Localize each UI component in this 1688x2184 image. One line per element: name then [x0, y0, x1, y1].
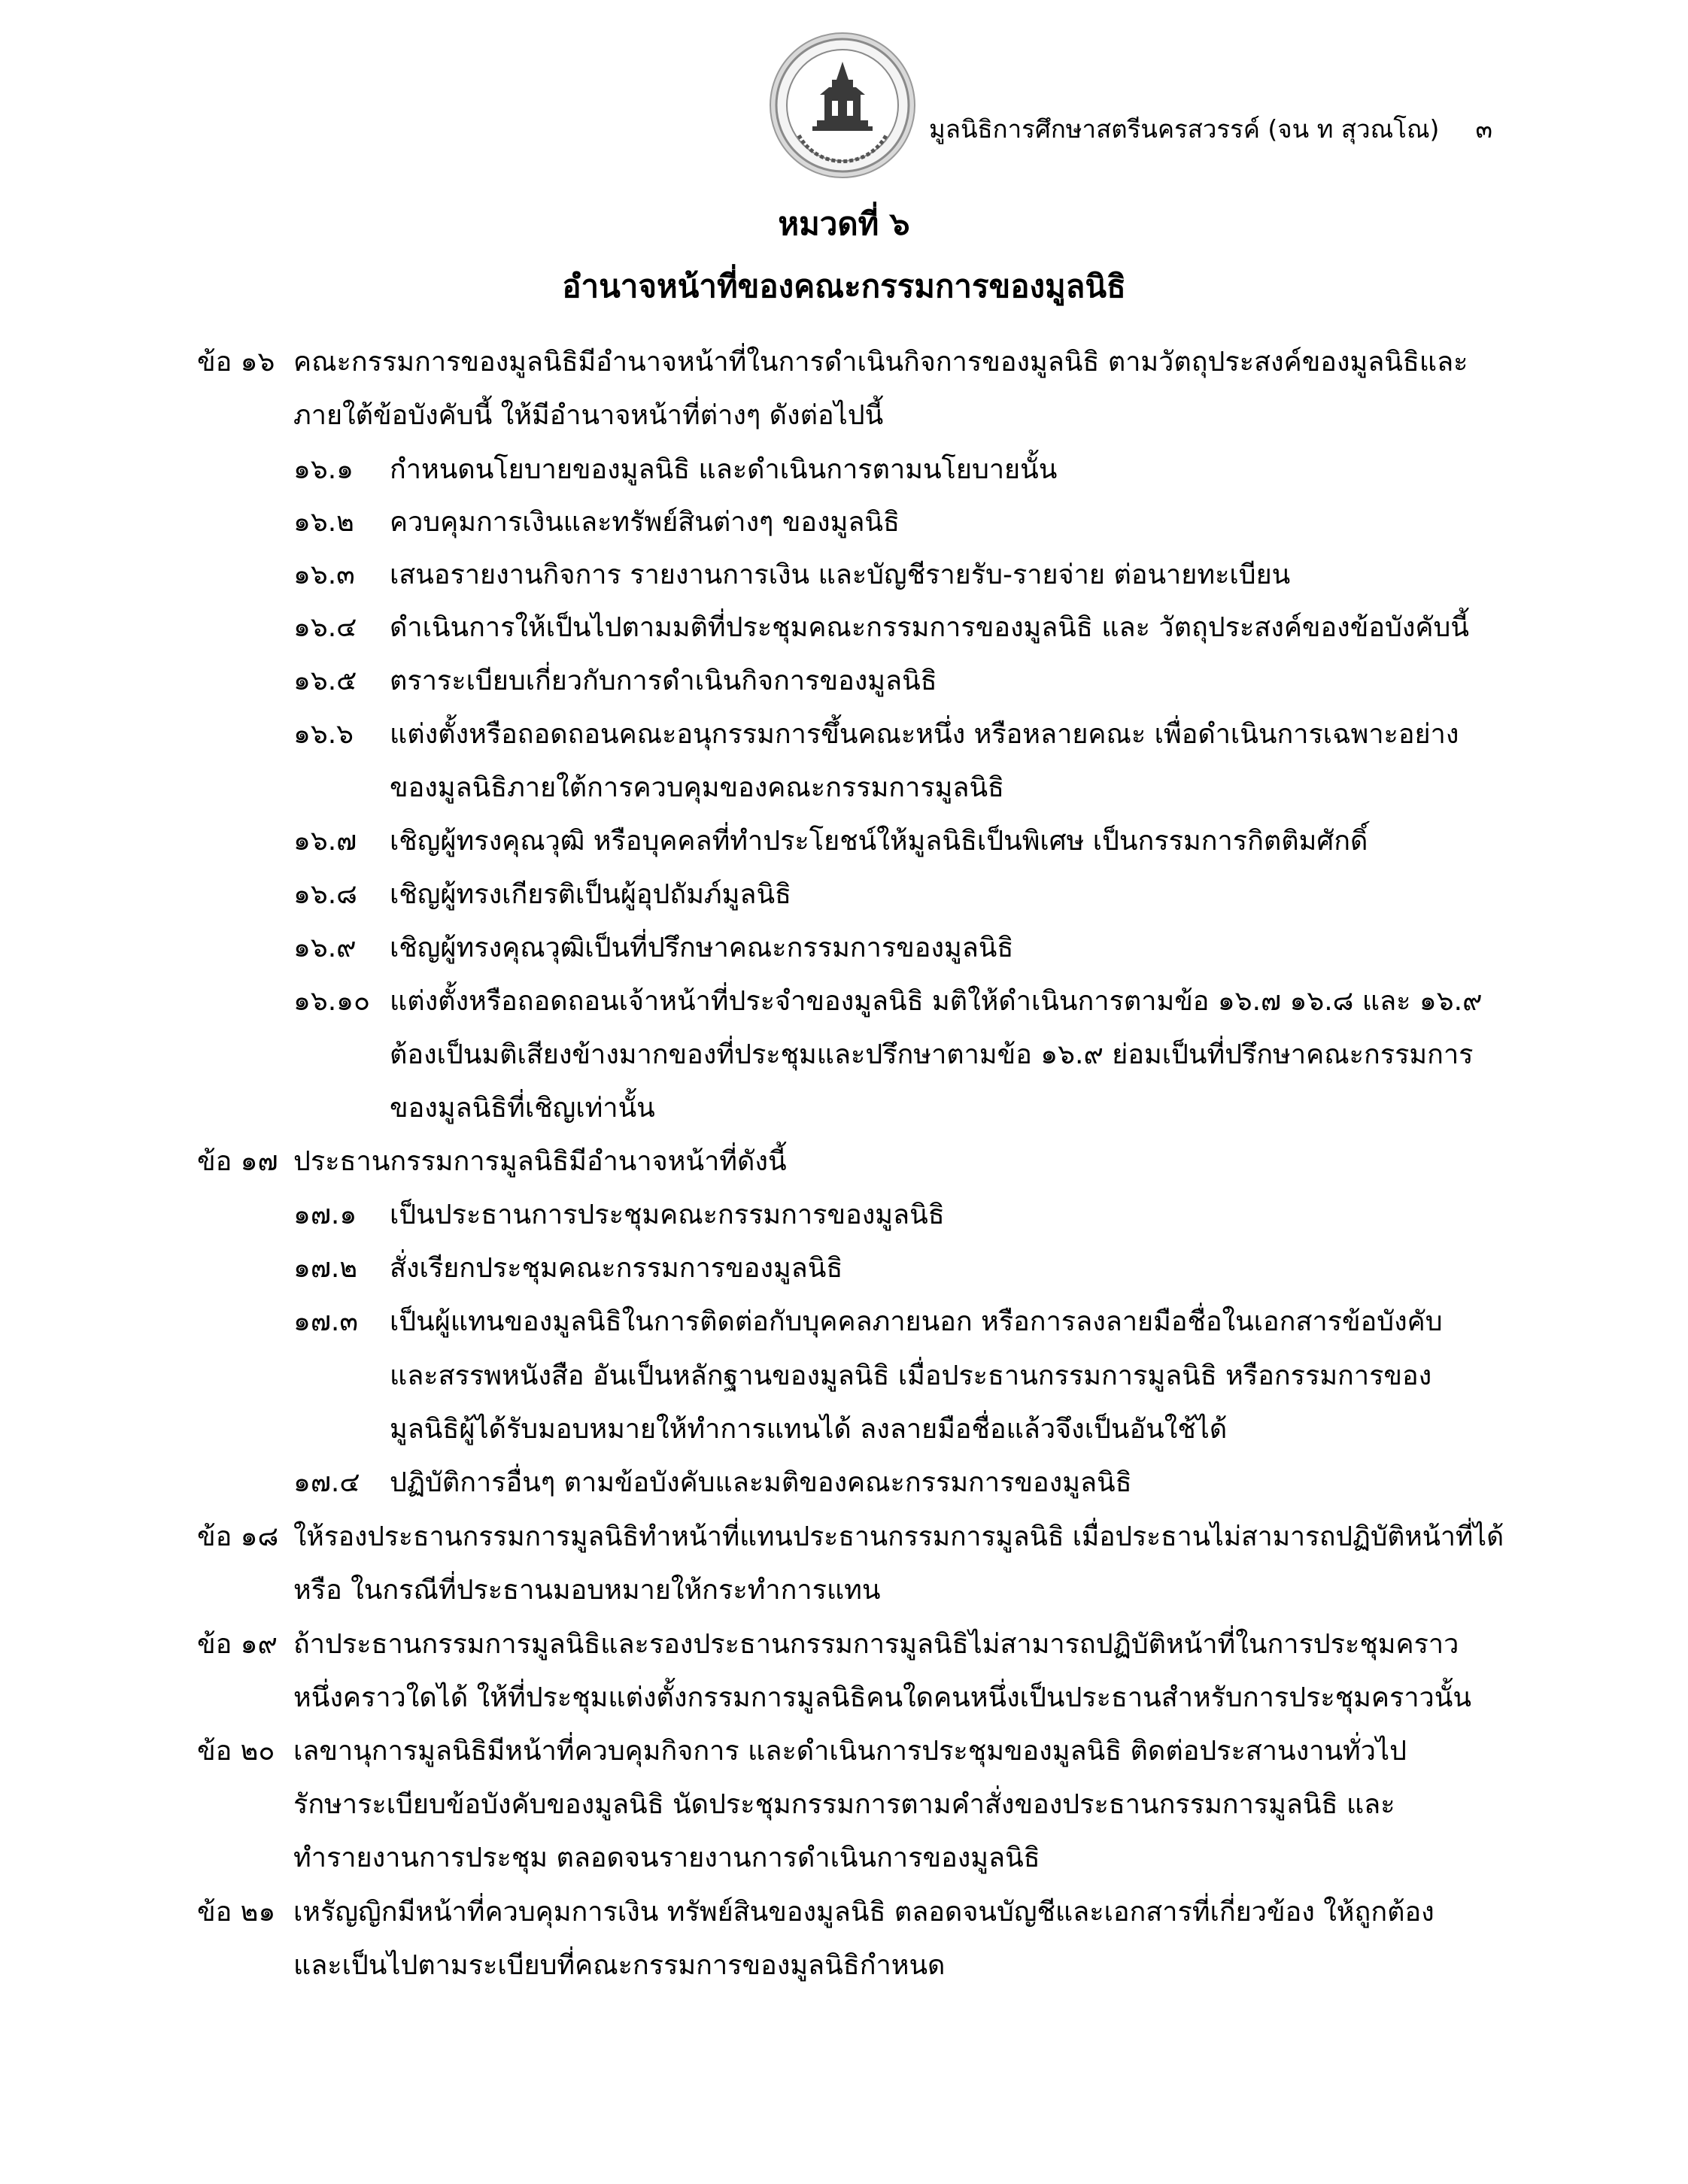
clause-number: ข้อ ๒๑	[197, 1897, 276, 1928]
line-text: เป็นผู้แทนของมูลนิธิในการติดต่อกับบุคคลภายนอก หรือการลงลายมือชื่อในเอกสารข้อบังคับ	[390, 1306, 1443, 1337]
line-text: ของมูลนิธิที่เชิญเท่านั้น	[390, 1093, 655, 1124]
line-text: หรือ ในกรณีที่ประธานมอบหมายให้กระทำการแทน	[293, 1575, 881, 1606]
line-text: และสรรพหนังสือ อันเป็นหลักฐานของมูลนิธิ เมื่อประธานกรรมการมูลนิธิ หรือกรรมการของ	[390, 1360, 1432, 1391]
line-text: ให้รองประธานกรรมการมูลนิธิทำหน้าที่แทนประธานกรรมการมูลนิธิ เมื่อประธานไม่สามารถปฏิบัติหน้าที่ได้	[293, 1521, 1504, 1552]
line-text: ดำเนินการให้เป็นไปตามมติที่ประชุมคณะกรรมการของมูลนิธิ และ วัตถุประสงค์ของข้อบังคับนี้	[390, 612, 1469, 643]
chapter-number: หมวดที่ ๖	[778, 205, 910, 242]
subclause-number: ๑๖.๑๐	[293, 986, 370, 1017]
line-text: ปฏิบัติการอื่นๆ ตามข้อบังคับและมติของคณะกรรมการของมูลนิธิ	[390, 1467, 1132, 1498]
line-text: แต่งตั้งหรือถอดถอนคณะอนุกรรมการขึ้นคณะหนึ่ง หรือหลายคณะ เพื่อดำเนินการเฉพาะอย่าง	[390, 719, 1459, 750]
subclause-number: ๑๖.๖	[293, 719, 354, 750]
clause-number: ข้อ ๑๘	[197, 1521, 279, 1552]
line-text: ควบคุมการเงินและทรัพย์สินต่างๆ ของมูลนิธิ	[390, 507, 900, 538]
line-text: มูลนิธิผู้ได้รับมอบหมายให้ทำการแทนได้ ลงลายมือชื่อแล้วจึงเป็นอันใช้ได้	[390, 1414, 1228, 1445]
subclause-number: ๑๗.๒	[293, 1253, 358, 1284]
subclause-number: ๑๖.๒	[293, 507, 354, 538]
subclause-number: ๑๖.๓	[293, 560, 355, 590]
line-text: รักษาระเบียบข้อบังคับของมูลนิธิ นัดประชุมกรรมการตามคำสั่งของประธานกรรมการมูลนิธิ และ	[293, 1789, 1395, 1820]
line-text: ของมูลนิธิภายใต้การควบคุมของคณะกรรมการมูลนิธิ	[390, 772, 1005, 803]
line-text: กำหนดนโยบายของมูลนิธิ และดำเนินการตามนโยบายนั้น	[390, 454, 1058, 485]
clause-number: ข้อ ๒๐	[197, 1736, 275, 1767]
subclause-number: ๑๗.๔	[293, 1467, 360, 1498]
line-text: และเป็นไปตามระเบียบที่คณะกรรมการของมูลนิธิกำหนด	[293, 1950, 946, 1981]
clause-number: ข้อ ๑๙	[197, 1629, 278, 1660]
subclause-number: ๑๖.๗	[293, 826, 357, 857]
subclause-number: ๑๖.๘	[293, 879, 357, 910]
line-text: คณะกรรมการของมูลนิธิมีอำนาจหน้าที่ในการดำเนินกิจการของมูลนิธิ ตามวัตถุประสงค์ของมูลนิธิและ	[293, 347, 1468, 378]
page-number: ๓	[1475, 114, 1492, 144]
line-text: เลขานุการมูลนิธิมีหน้าที่ควบคุมกิจการ และดำเนินการประชุมของมูลนิธิ ติดต่อประสานงานทั่วไป	[293, 1736, 1407, 1767]
line-text: ต้องเป็นมติเสียงข้างมากของที่ประชุมและปรึกษาตามข้อ ๑๖.๙ ย่อมเป็นที่ปรึกษาคณะกรรมการ	[390, 1039, 1474, 1070]
subclause-number: ๑๗.๓	[293, 1306, 358, 1337]
subclause-number: ๑๖.๕	[293, 666, 357, 696]
line-text: หนึ่งคราวใดได้ ให้ที่ประชุมแต่งตั้งกรรมการมูลนิธิคนใดคนหนึ่งเป็นประธานสำหรับการประชุมคราวนั้น	[293, 1682, 1471, 1713]
foundation-seal-logo	[767, 30, 918, 180]
chapter-title: อำนาจหน้าที่ของคณะกรรมการของมูลนิธิ	[562, 268, 1126, 305]
clause-number: ข้อ ๑๗	[197, 1146, 278, 1177]
line-text: ตราระเบียบเกี่ยวกับการดำเนินกิจการของมูลนิธิ	[390, 666, 937, 696]
subclause-number: ๑๖.๙	[293, 933, 357, 963]
line-text: ทำรายงานการประชุม ตลอดจนรายงานการดำเนินการของมูลนิธิ	[293, 1843, 1040, 1873]
line-text: เชิญผู้ทรงคุณวุฒิ หรือบุคคลที่ทำประโยชน์ให้มูลนิธิเป็นพิเศษ เป็นกรรมการกิตติมศักดิ์	[390, 826, 1368, 857]
line-text: ประธานกรรมการมูลนิธิมีอำนาจหน้าที่ดังนี้	[293, 1146, 787, 1177]
line-text: เชิญผู้ทรงเกียรติเป็นผู้อุปถัมภ์มูลนิธิ	[390, 879, 792, 910]
line-text: เหรัญญิกมีหน้าที่ควบคุมการเงิน ทรัพย์สินของมูลนิธิ ตลอดจนบัญชีและเอกสารที่เกี่ยวข้อง ให้ถูกต้อง	[293, 1897, 1434, 1928]
line-text: เป็นประธานการประชุมคณะกรรมการของมูลนิธิ	[390, 1200, 945, 1230]
line-text: ถ้าประธานกรรมการมูลนิธิและรองประธานกรรมการมูลนิธิไม่สามารถปฏิบัติหน้าที่ในการประชุมคราว	[293, 1629, 1459, 1660]
line-text: ภายใต้ข้อบังคับนี้ ให้มีอำนาจหน้าที่ต่างๆ ดังต่อไปนี้	[293, 400, 884, 431]
line-text: แต่งตั้งหรือถอดถอนเจ้าหน้าที่ประจำของมูลนิธิ มติให้ดำเนินการตามข้อ ๑๖.๗ ๑๖.๘ และ ๑๖.๙	[390, 986, 1483, 1017]
subclause-number: ๑๖.๑	[293, 454, 354, 485]
clause-number: ข้อ ๑๖	[197, 347, 275, 378]
subclause-number: ๑๗.๑	[293, 1200, 357, 1230]
line-text: เสนอรายงานกิจการ รายงานการเงิน และบัญชีรายรับ-รายจ่าย ต่อนายทะเบียน	[390, 560, 1291, 590]
line-text: เชิญผู้ทรงคุณวุฒิเป็นที่ปรึกษาคณะกรรมการของมูลนิธิ	[390, 933, 1014, 963]
subclause-number: ๑๖.๔	[293, 612, 357, 643]
header-org-name: มูลนิธิการศึกษาสตรีนครสวรรค์ (จน ท สุวณโณ)	[928, 114, 1440, 144]
line-text: สั่งเรียกประชุมคณะกรรมการของมูลนิธิ	[390, 1253, 843, 1284]
running-header	[929, 109, 1492, 149]
